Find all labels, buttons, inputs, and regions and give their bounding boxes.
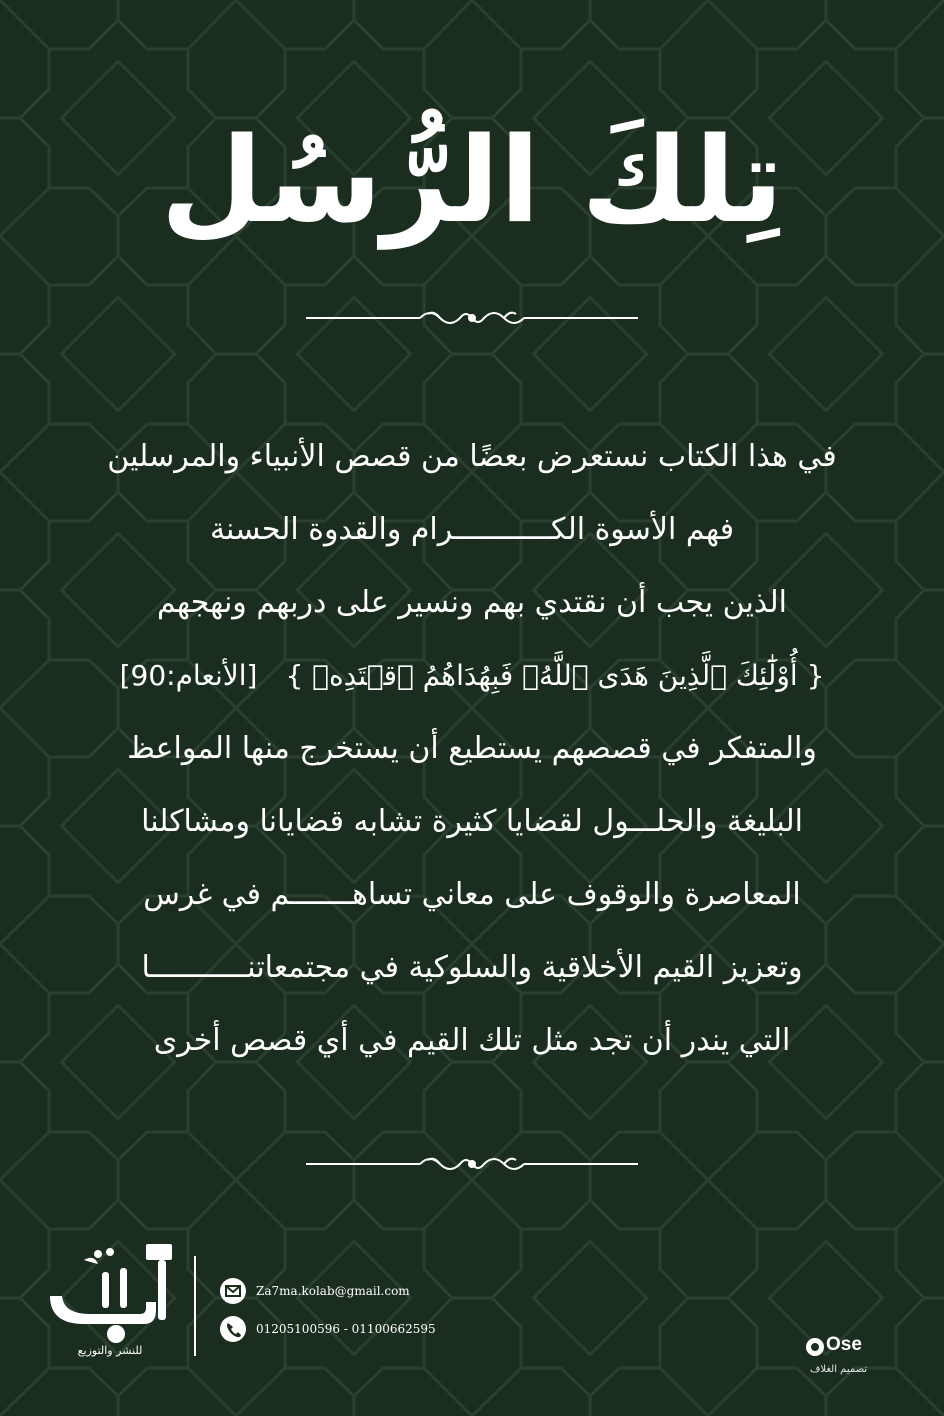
designer-logo-icon <box>804 1336 826 1358</box>
quran-verse: { أُوْلَٰٓئِكَ ٱلَّذِينَ هَدَى ٱللَّهُۖ فَبِهُدَاهُمُ ٱقۡتَدِهۡ } <box>285 659 825 692</box>
body-line-3: الذين يجب أن نقتدي بهم ونسير على دربهم ونهجهم <box>156 585 788 620</box>
contact-email[interactable] <box>220 1278 410 1304</box>
quran-verse-line <box>50 639 894 712</box>
description-text <box>50 420 894 1077</box>
body-line-6: البليغة والحلـــول لقضايا كثيرة تشابه قضايانا ومشاكلنا <box>141 804 803 839</box>
body-line-1: في هذا الكتاب نستعرض بعضًا من قصص الأنبياء والمرسلين <box>107 439 837 474</box>
cover-designer-credit <box>804 1334 900 1384</box>
body-line-8: وتعزيز القيم الأخلاقية والسلوكية في مجتمعاتنـــــــــــا <box>141 950 803 985</box>
body-line-7: المعاصرة والوقوف على معاني تساهـــــــم في غرس <box>143 877 801 912</box>
body-line-2: فهم الأسوة الكـــــــــــرام والقدوة الحسنة <box>209 512 735 547</box>
phone-icon <box>220 1316 246 1342</box>
footer-divider <box>194 1256 196 1356</box>
bottom-ornament-divider <box>300 1154 644 1174</box>
email-text[interactable]: Za7ma.kolab@gmail.com <box>256 1284 410 1298</box>
book-title: تِلكَ الرُّسُل <box>160 111 784 249</box>
body-line-5: والمتفكر في قصصهم يستطيع أن يستخرج منها المواعظ <box>127 731 817 766</box>
top-ornament-divider <box>300 308 644 328</box>
book-logo-icon <box>40 1238 180 1344</box>
designer-credit-label: تصميم الغلاف <box>810 1364 868 1375</box>
body-line-9: التي يندر أن تجد مثل تلك القيم في أي قصص أخرى <box>153 1023 791 1058</box>
publisher-tagline: للنشر والتوزيع <box>77 1344 143 1357</box>
verse-reference: [الأنعام:90] <box>119 659 258 692</box>
designer-brand: Ose <box>826 1334 862 1355</box>
mail-icon <box>220 1278 246 1304</box>
contact-phone[interactable] <box>220 1316 436 1342</box>
publisher-logo <box>40 1238 180 1388</box>
phone-numbers[interactable]: 01205100596 - 01100662595 <box>256 1322 436 1336</box>
